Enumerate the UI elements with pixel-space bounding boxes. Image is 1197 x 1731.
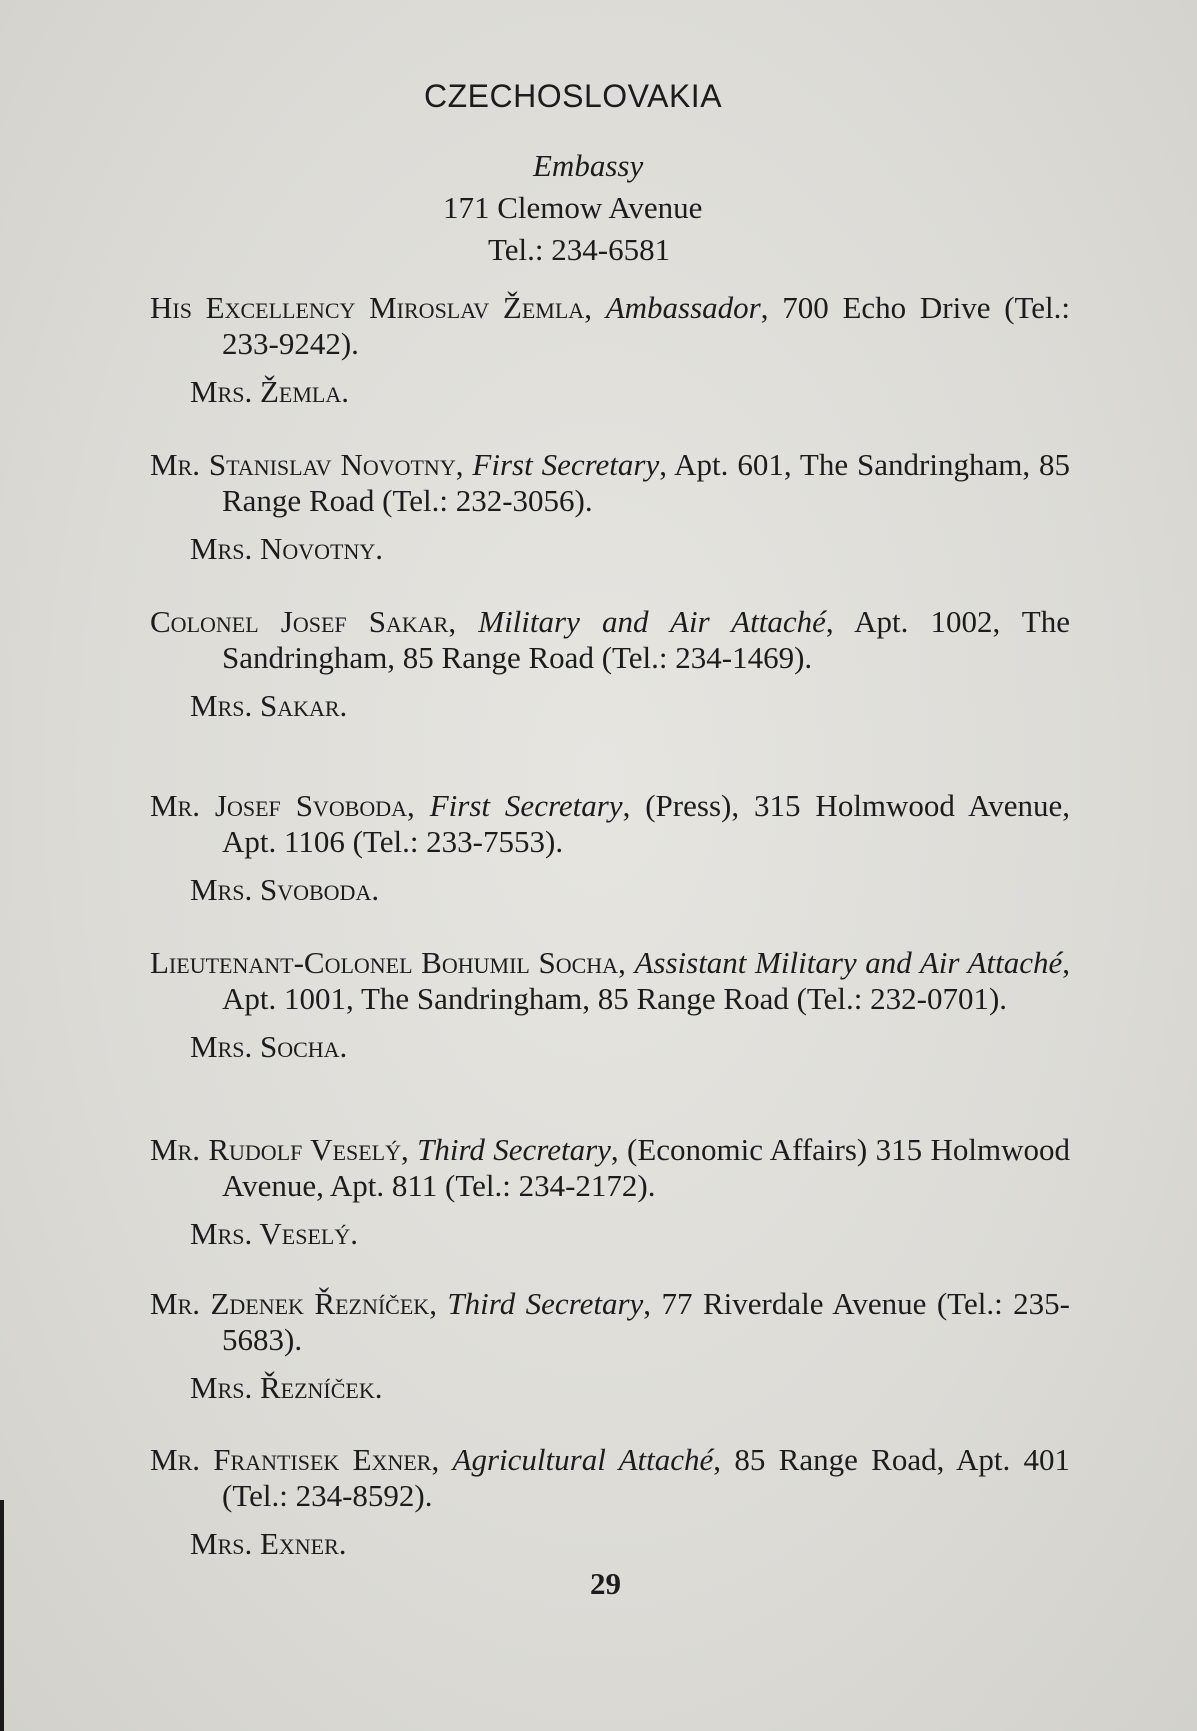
country-heading: CZECHOSLOVAKIA (424, 78, 723, 114)
entry-spouse: Mrs. Exner. (190, 1526, 347, 1561)
page-number: 29 (590, 1566, 621, 1601)
entry-address: (Economic Affairs) 315 Holmwood Avenue, Apt. 811 (Tel.: 234-2172). (222, 1132, 1070, 1203)
entry-name: Mr. Zdenek Řezníček (150, 1286, 430, 1321)
entry: His Excellency Miroslav Žemla, Ambassador, 700 Echo Drive (Tel.: 233-9242). Mrs. Žemla. (150, 290, 1071, 409)
binding-edge (0, 1500, 4, 1731)
entry-address: Apt. 601, The Sandringham, 85 Range Road (Tel.: 232-3056). (222, 447, 1071, 518)
entry: Mr. Rudolf Veselý, Third Secretary, (Economic Affairs) 315 Holmwood Avenue, Apt. 811 (Tel.: 234-2172). Mrs. Veselý. (150, 1132, 1070, 1251)
embassy-telephone: Tel.: 234-6581 (488, 232, 671, 267)
entry: Mr. Frantisek Exner, Agricultural Attaché, 85 Range Road, Apt. 401 (Tel.: 234-8592). Mrs. Exner. (150, 1442, 1071, 1561)
embassy-address: 171 Clemow Avenue (443, 190, 703, 225)
entry-address: 700 Echo Drive (Tel.: 233-9242). (222, 290, 1071, 361)
entry-address: Apt. 1002, The Sandringham, 85 Range Road (Tel.: 234-1469). (222, 604, 1070, 675)
entry: Mr. Zdenek Řezníček, Third Secretary, 77 Riverdale Avenue (Tel.: 235-5683). Mrs. Řezníček. (150, 1286, 1070, 1405)
entry-title: Third Secretary (417, 1132, 611, 1167)
entry-address: 85 Range Road, Apt. 401 (Tel.: 234-8592). (222, 1442, 1071, 1513)
entry-spouse: Mrs. Novotny. (190, 531, 383, 566)
entry-name: Lieutenant-Colonel Bohumil Socha (150, 945, 619, 980)
entry-spouse: Mrs. Žemla. (190, 374, 349, 409)
entry: Colonel Josef Sakar, Military and Air Attaché, Apt. 1002, The Sandringham, 85 Range Road (Tel.: 234-1469). Mrs. Sakar. (150, 604, 1070, 723)
entry-title: Military and Air Attaché (478, 604, 826, 639)
entry-address: Apt. 1001, The Sandringham, 85 Range Road (Tel.: 232-0701). (222, 981, 1008, 1016)
entry-title: Third Secretary (447, 1286, 644, 1321)
entry-name: Mr. Stanislav Novotny (150, 447, 456, 482)
entry: Mr. Stanislav Novotny, First Secretary, Apt. 601, The Sandringham, 85 Range Road (Tel.: 232-3056). Mrs. Novotny. (150, 447, 1071, 566)
entry-name: Mr. Frantisek Exner (150, 1442, 432, 1477)
entry-spouse: Mrs. Sakar. (190, 688, 348, 723)
entry-title: Ambassador (605, 290, 761, 325)
entry-spouse: Mrs. Socha. (190, 1029, 348, 1064)
entry: Mr. Josef Svoboda, First Secretary, (Press), 315 Holmwood Avenue, Apt. 1106 (Tel.: 233-7553). Mrs. Svoboda. (150, 788, 1070, 907)
entry-title: Agricultural Attaché (452, 1442, 714, 1477)
entry-spouse: Mrs. Veselý. (190, 1216, 358, 1251)
entry-name: Mr. Rudolf Veselý (150, 1132, 402, 1167)
entry-spouse: Mrs. Řezníček. (190, 1370, 383, 1405)
entry-name: His Excellency Miroslav Žemla (150, 290, 585, 325)
entry-spouse: Mrs. Svoboda. (190, 872, 380, 907)
entry-title: Assistant Military and Air Attaché (634, 945, 1063, 980)
entry-name: Mr. Josef Svoboda (150, 788, 408, 823)
embassy-label: Embassy (533, 148, 644, 183)
entry-title: First Secretary (429, 788, 623, 823)
entry-title: First Secretary (472, 447, 660, 482)
entry: Lieutenant-Colonel Bohumil Socha, Assistant Military and Air Attaché, Apt. 1001, The Sandringham, 85 Range Road (Tel.: 232-0701). Mrs. Socha. (150, 945, 1070, 1064)
entry-address: (Press), 315 Holmwood Avenue, Apt. 1106 (Tel.: 233-7553). (222, 788, 1070, 859)
entry-name: Colonel Josef Sakar (150, 604, 449, 639)
entry-address: 77 Riverdale Avenue (Tel.: 235-5683). (222, 1286, 1070, 1357)
